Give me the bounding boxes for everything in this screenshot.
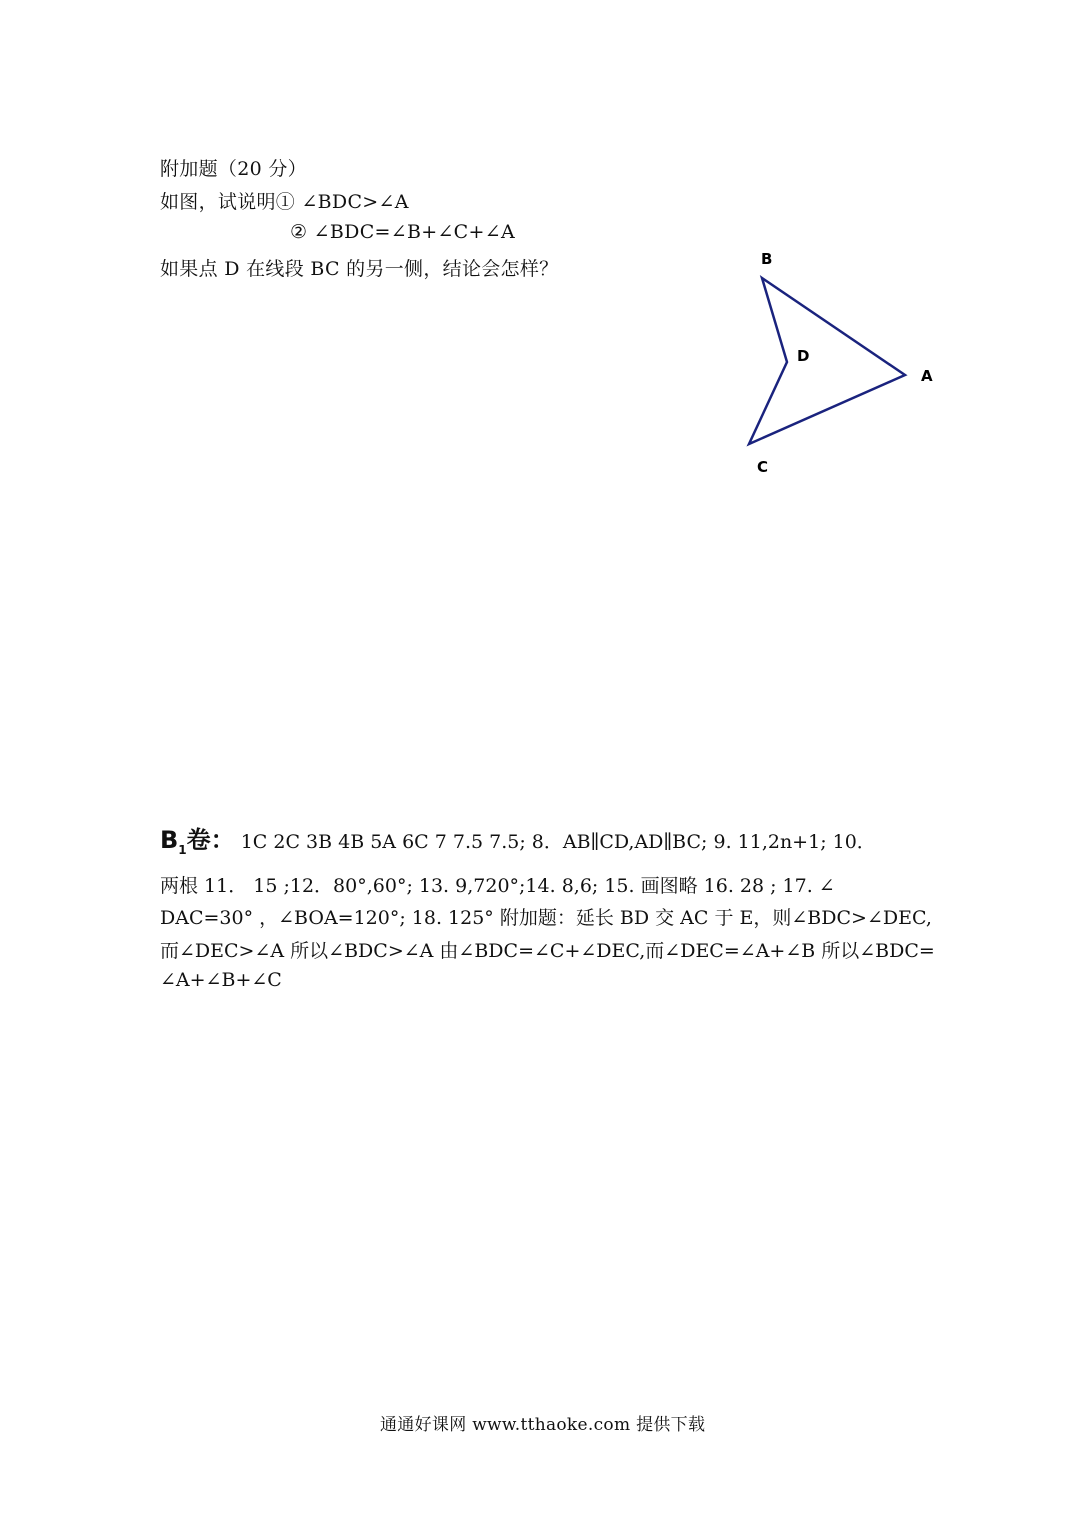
answers-line-4: 而∠DEC>∠A 所以∠BDC>∠A 由∠BDC=∠C+∠DEC,而∠DEC=∠A+∠B 所以∠BDC= — [160, 940, 935, 962]
answers-line-5: ∠A+∠B+∠C — [160, 969, 282, 991]
problem-title: 附加题（20 分） — [160, 158, 307, 180]
answers-line-2: 两根 11． 15 ;12．80°,60°; 13. 9,720°;14. 8,6; 15. 画图略 16. 28 ; 17. ∠ — [160, 875, 835, 897]
footer-text: 通通好课网 www.tthaoke.com 提供下载 — [380, 1415, 706, 1435]
problem-line-3: 如果点 D 在线段 BC 的另一侧，结论会怎样？ — [160, 258, 559, 280]
answers-line-3: DAC=30° ，∠BOA=120°; 18. 125° 附加题：延长 BD 交 AC 于 E，则∠BDC>∠DEC, — [160, 907, 932, 929]
figure-outline — [749, 278, 905, 444]
answers-line-1 — [160, 820, 940, 857]
answers-text-1: 1C 2C 3B 4B 5A 6C 7 7.5 7.5; 8．AB∥CD,AD∥BC; 9. 11,2n+1; 10． — [240, 831, 876, 853]
label-a: A — [921, 367, 933, 385]
answers-prefix: $B_1$卷： — [160, 826, 235, 857]
label-b: B — [761, 250, 773, 268]
label-c: C — [757, 458, 769, 476]
geometry-figure — [0, 0, 1087, 560]
problem-line-1: 如图，试说明① ∠BDC>∠A — [160, 191, 409, 213]
problem-line-2: ② ∠BDC=∠B+∠C+∠A — [290, 221, 515, 243]
label-d: D — [797, 347, 810, 365]
